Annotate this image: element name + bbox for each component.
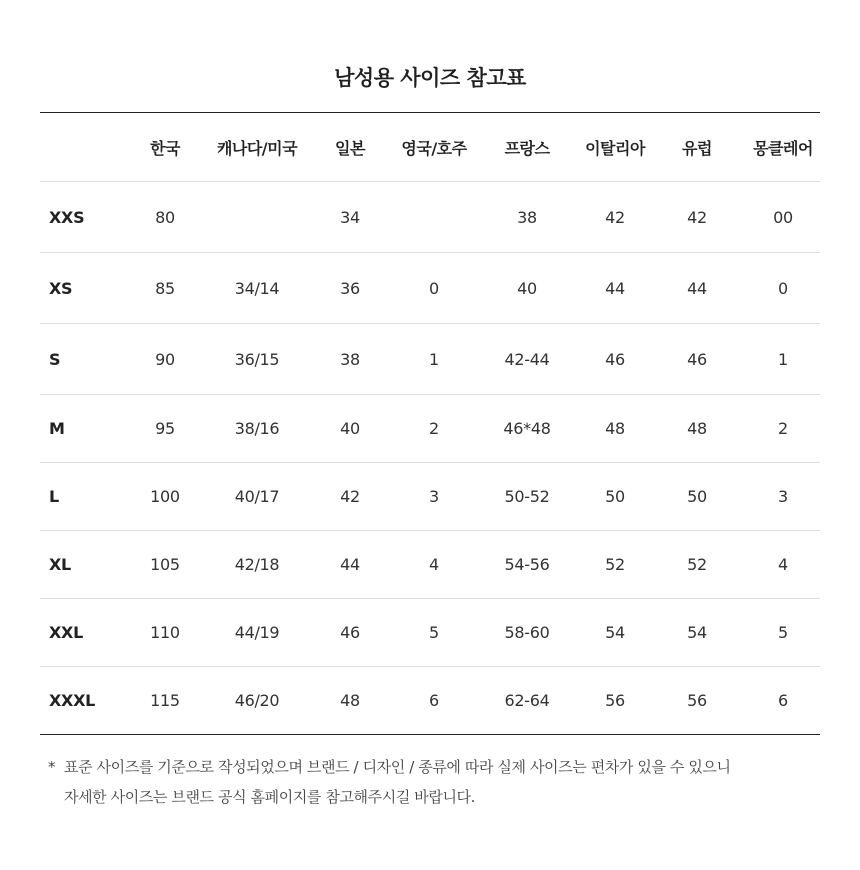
table-cell: 1	[396, 324, 472, 395]
table-cell: 44	[582, 253, 648, 324]
table-cell: 58-60	[472, 599, 582, 667]
table-row	[40, 253, 820, 324]
table-cell: 100	[120, 463, 210, 531]
table-cell: 48	[304, 667, 396, 735]
header-uk-au: 영국/호주	[396, 113, 472, 182]
table-cell: 62-64	[472, 667, 582, 735]
table-cell: 54	[648, 599, 746, 667]
table-cell: 36/15	[210, 324, 304, 395]
table-cell: 2	[746, 395, 820, 463]
header-europe: 유럽	[648, 113, 746, 182]
size-label: XXL	[40, 599, 120, 667]
table-cell: 3	[396, 463, 472, 531]
table-cell: 42-44	[472, 324, 582, 395]
table-cell: 0	[396, 253, 472, 324]
table-cell: 90	[120, 324, 210, 395]
table-cell: 56	[648, 667, 746, 735]
table-cell: 40	[304, 395, 396, 463]
note-text-1: 표준 사이즈를 기준으로 작성되었으며 브랜드 / 디자인 / 종류에 따라 실제 사이즈는 편차가 있을 수 있으니	[64, 758, 731, 776]
table-cell: 00	[773, 207, 793, 227]
note-text-2: 자세한 사이즈는 브랜드 공식 홈페이지를 참고해주시길 바랍니다.	[64, 788, 476, 806]
size-label: XS	[40, 253, 120, 324]
table-cell: 2	[396, 395, 472, 463]
size-label: L	[40, 463, 120, 531]
table-row	[40, 182, 820, 253]
table-cell	[210, 182, 304, 253]
table-cell: 6	[746, 667, 820, 735]
size-label: XXXL	[40, 667, 120, 735]
table-cell: 50-52	[472, 463, 582, 531]
table-cell: 36	[304, 253, 396, 324]
table-cell: 46	[582, 324, 648, 395]
table-cell: 48	[648, 395, 746, 463]
table-cell: 52	[648, 531, 746, 599]
size-label: M	[40, 395, 120, 463]
page-title: 남성용 사이즈 참고표	[334, 66, 526, 90]
table-cell: 50	[648, 463, 746, 531]
table-cell: 34/14	[210, 253, 304, 324]
table-cell: 42/18	[210, 531, 304, 599]
table-cell: 5	[746, 599, 820, 667]
size-chart-table	[40, 112, 820, 735]
note-line-1	[48, 752, 828, 782]
table-cell: 3	[746, 463, 820, 531]
table-cell	[396, 182, 472, 253]
table-cell: 46/20	[210, 667, 304, 735]
table-cell: 85	[120, 253, 210, 324]
table-cell: 0	[746, 253, 820, 324]
table-row	[40, 667, 820, 735]
table-cell: 40/17	[210, 463, 304, 531]
table-row	[40, 531, 820, 599]
header-size	[40, 113, 120, 182]
table-cell: 80	[155, 207, 175, 227]
header-japan: 일본	[304, 113, 396, 182]
table-cell: 6	[396, 667, 472, 735]
table-cell: 40	[472, 253, 582, 324]
table-cell: 56	[582, 667, 648, 735]
table-header-row	[40, 113, 820, 182]
table-cell: 46*48	[472, 395, 582, 463]
note-line-2	[48, 782, 828, 812]
table-row	[40, 599, 820, 667]
table-cell: 46	[648, 324, 746, 395]
table-cell: 48	[582, 395, 648, 463]
table-cell: 38/16	[210, 395, 304, 463]
table-cell: 38	[304, 324, 396, 395]
table-row	[40, 324, 820, 395]
table-cell: 44/19	[210, 599, 304, 667]
table-cell: 95	[120, 395, 210, 463]
table-cell: 38	[517, 207, 537, 227]
table-cell: 42	[605, 207, 625, 227]
table-cell: 105	[120, 531, 210, 599]
table-row	[40, 463, 820, 531]
table-cell: 115	[120, 667, 210, 735]
header-italy: 이탈리아	[582, 113, 648, 182]
size-label: S	[40, 324, 120, 395]
table-cell: 46	[304, 599, 396, 667]
table-cell: 4	[396, 531, 472, 599]
size-label: XL	[40, 531, 120, 599]
header-moncler: 몽클레어	[746, 113, 820, 182]
table-cell: 42	[304, 463, 396, 531]
table-cell: 54-56	[472, 531, 582, 599]
table-cell: 1	[746, 324, 820, 395]
table-cell: 34	[340, 207, 360, 227]
size-label: XXS	[49, 207, 85, 227]
table-cell: 44	[304, 531, 396, 599]
header-france: 프랑스	[472, 113, 582, 182]
size-disclaimer-note	[48, 752, 828, 812]
table-cell: 54	[582, 599, 648, 667]
table-row	[40, 395, 820, 463]
table-cell: 42	[687, 207, 707, 227]
header-korea: 한국	[120, 113, 210, 182]
table-cell: 4	[746, 531, 820, 599]
table-cell: 110	[120, 599, 210, 667]
table-cell: 50	[582, 463, 648, 531]
table-cell: 44	[648, 253, 746, 324]
table-cell: 52	[582, 531, 648, 599]
header-canada-us: 캐나다/미국	[210, 113, 304, 182]
table-cell: 5	[396, 599, 472, 667]
note-marker: *	[48, 758, 56, 776]
